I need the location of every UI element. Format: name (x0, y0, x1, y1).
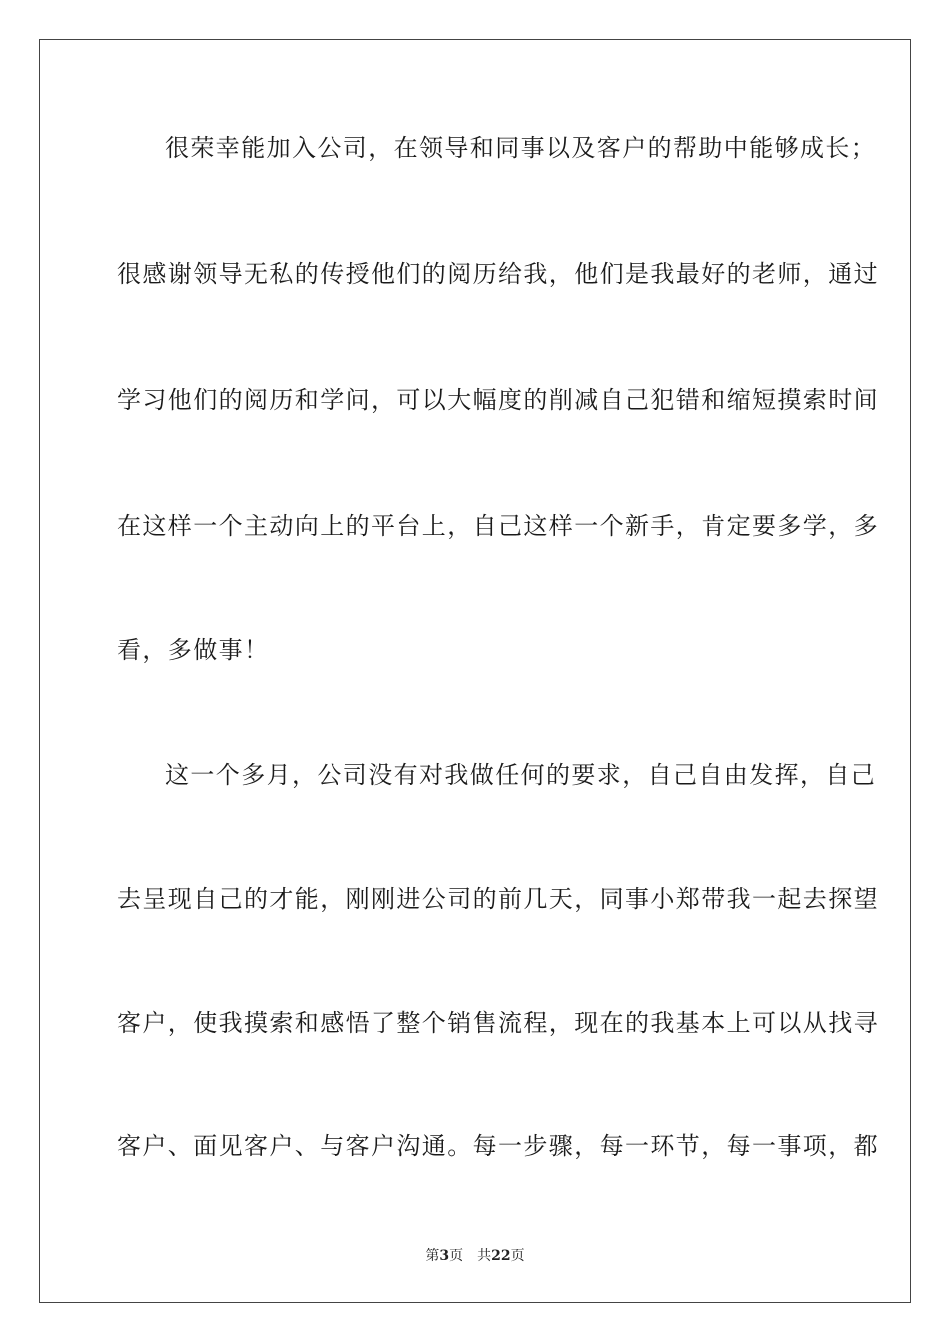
footer-page-number: 3 (439, 1248, 450, 1264)
footer-total-pages: 22 (491, 1248, 511, 1264)
text-line-1 (117, 133, 877, 163)
text-line-5: 看，多做事！ (117, 636, 270, 664)
page-footer (0, 1247, 950, 1265)
text-line-9: 客户、面见客户、与客户沟通。每一步骤，每一环节，每一事项，都 (117, 1132, 879, 1160)
text-line-7: 去呈现自己的才能，刚刚进公司的前几天，同事小郑带我一起去探望 (117, 885, 879, 913)
text-line-4: 在这样一个主动向上的平台上，自己这样一个新手，肯定要多学，多 (117, 512, 879, 540)
text-line-6: 这一个多月，公司没有对我做任何的要求，自己自由发挥，自己 (165, 761, 877, 789)
page-border (39, 39, 911, 1303)
text-line-1-content: 很荣幸能加入公司，在领导和同事以及客户的帮助中能够成长； (165, 134, 877, 162)
footer-page-prefix: 第 (425, 1248, 440, 1264)
footer-page-suffix: 页 (449, 1248, 464, 1264)
footer-total-prefix: 共 (477, 1248, 492, 1264)
text-line-3: 学习他们的阅历和学问，可以大幅度的削减自己犯错和缩短摸索时间 (117, 386, 879, 414)
footer-total-suffix: 页 (510, 1248, 525, 1264)
text-line-2: 很感谢领导无私的传授他们的阅历给我，他们是我最好的老师，通过 (117, 260, 879, 288)
text-line-8: 客户，使我摸索和感悟了整个销售流程，现在的我基本上可以从找寻 (117, 1009, 879, 1037)
